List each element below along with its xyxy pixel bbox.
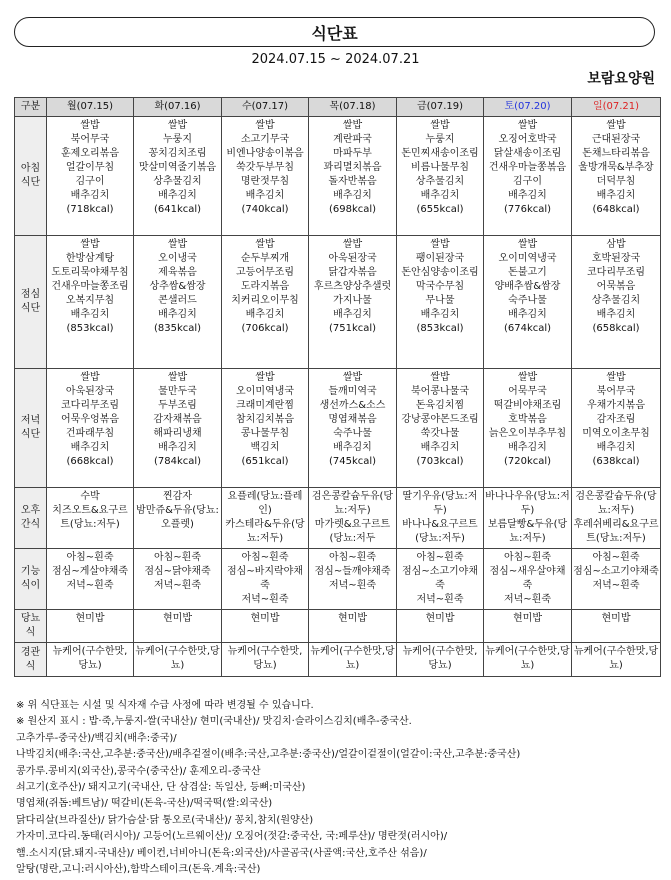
menu-item: 오이미역냉국 — [498, 253, 557, 264]
menu-item: 아욱된장국 — [65, 386, 115, 397]
row-lunch — [15, 236, 661, 369]
menu-item: 배추김치 — [158, 442, 197, 453]
menu-item: (853kcal) — [416, 323, 464, 334]
menu-item: 배추김치 — [420, 442, 460, 453]
menu-item: 현미밥 — [250, 613, 280, 624]
menu-item: 보름달빵&두유(당뇨:저두) — [487, 519, 568, 544]
menu-item: 들깨미역국 — [328, 386, 377, 397]
menu-item: 현미밥 — [513, 613, 542, 624]
menu-cell — [309, 643, 397, 677]
menu-item: 찐감자 — [163, 491, 192, 502]
menu-item: 마파두부 — [333, 148, 372, 159]
note-line: 햄.소시지(닭.돼지-국내산)/ 베이컨,너비아니(돈육:외국산)/사골곰국(사골액:국산,호주산 섞음)/ — [16, 847, 427, 859]
notes-section — [16, 698, 661, 878]
menu-item: 점심~게살야채죽 — [52, 566, 128, 577]
row-label-line: 저녁 — [20, 415, 41, 426]
note-line: 나박김치(배추:국산,고추분:중국산)/배추겉절이(배추:국산,고추분:중국산)/얼갈이겉절이(얼갈이:국산,고추분:중국산) — [16, 749, 521, 761]
menu-item: 뉴케어(구수한맛,당뇨) — [402, 646, 478, 671]
menu-item: 돈불고기 — [508, 267, 547, 278]
menu-item: 오이미역냉국 — [236, 386, 294, 397]
menu-item: 순두부찌개 — [240, 253, 290, 264]
menu-cell — [572, 236, 661, 369]
menu-item: 배추김치 — [245, 309, 285, 320]
menu-item: 현미밥 — [338, 613, 367, 624]
menu-item: 후레쉬베리&요구르트(당뇨:저두) — [573, 519, 659, 544]
menu-item: 저녁~흰죽 — [592, 580, 640, 591]
menu-item: 우채가지볶음 — [587, 400, 645, 411]
menu-item: 꽁치김치조림 — [148, 148, 207, 159]
menu-item: 백김치 — [250, 442, 280, 453]
menu-item: 점심~새우살야채죽 — [489, 566, 566, 591]
menu-item: 쌀밥 — [255, 120, 275, 131]
menu-cell — [134, 488, 222, 549]
menu-item: 카스테라&두유(당뇨:저두) — [225, 519, 305, 544]
menu-cell — [309, 610, 397, 643]
menu-item: 오복지무침 — [65, 295, 115, 306]
row-tube — [15, 643, 661, 677]
menu-cell — [309, 488, 397, 549]
menu-item: 쌀밥 — [255, 372, 275, 383]
menu-cell — [47, 117, 134, 236]
menu-item: 코다리무조림 — [587, 267, 645, 278]
menu-item: 누룽지 — [163, 134, 192, 145]
menu-cell — [484, 643, 572, 677]
menu-item: 배추김치 — [70, 309, 110, 320]
day-header: 일(07.21) — [572, 98, 661, 117]
menu-item: 쌀밥 — [517, 120, 538, 131]
menu-item: 코다리무조림 — [61, 400, 119, 411]
menu-item: 오징어호박국 — [498, 134, 557, 145]
menu-item: 감자채볶음 — [153, 414, 202, 425]
menu-item: 건새우마늘쫑조림 — [51, 281, 129, 292]
menu-item: 숙주나물 — [508, 295, 547, 306]
menu-item: 저녁~흰죽 — [66, 580, 114, 591]
menu-item: (740kcal) — [241, 204, 289, 215]
menu-item: 무나물 — [425, 295, 455, 306]
menu-item: 얼갈이무침 — [65, 162, 115, 173]
menu-item: 해파리냉채 — [153, 428, 202, 439]
menu-cell — [484, 236, 572, 369]
menu-item: 늙은오이부추무침 — [488, 428, 567, 439]
row-label-line: 식단 — [20, 177, 41, 188]
menu-item: 아침~흰죽 — [153, 552, 202, 563]
menu-item: 점심~소고기야채죽 — [402, 566, 478, 591]
menu-item: 저녁~흰죽 — [153, 580, 202, 591]
menu-item: 뉴케어(구수한맛,당뇨) — [310, 646, 395, 671]
menu-item: (638kcal) — [592, 456, 640, 467]
menu-item: 쌀밥 — [80, 120, 100, 131]
menu-cell — [222, 488, 309, 549]
menu-item: 비엔나양송이볶음 — [226, 148, 304, 159]
row-functional — [15, 549, 661, 610]
menu-item: 현미밥 — [75, 613, 105, 624]
menu-item: 치커리오이무침 — [231, 295, 299, 306]
menu-cell — [397, 643, 484, 677]
page-title: 식단표 — [311, 23, 358, 43]
menu-item: 배추김치 — [70, 442, 110, 453]
menu-cell — [397, 236, 484, 369]
menu-cell — [47, 643, 134, 677]
menu-item: 후르츠양상추샐럿 — [313, 281, 392, 292]
note-line: ※ 원산지 표시 : 밥·죽,누룽지-쌀(국내산)/ 현미(국내산)/ 맛김치·슬라이스김치(배추-중국산. — [16, 716, 412, 728]
row-label — [15, 369, 47, 488]
menu-item: 오이냉국 — [158, 253, 197, 264]
menu-item: 치즈오트&요구르트(당뇨:저두) — [52, 505, 128, 530]
menu-item: 점심~소고기야채죽 — [573, 566, 659, 577]
menu-item: 쌀밥 — [517, 239, 538, 250]
menu-item: 맛살미역줄기볶음 — [138, 162, 217, 173]
menu-item: 더덕무침 — [596, 176, 636, 187]
menu-item: 쌀밥 — [80, 239, 100, 250]
menu-item: (718kcal) — [66, 204, 114, 215]
menu-item: (668kcal) — [66, 456, 114, 467]
menu-item: 쌀밥 — [430, 239, 450, 250]
menu-item: 점심~닭야채죽 — [144, 566, 211, 577]
menu-item: 훈제오리볶음 — [61, 148, 119, 159]
menu-item: 쌀밥 — [167, 372, 188, 383]
menu-item: 명엽채볶음 — [328, 414, 377, 425]
menu-item: 돈민찌새송이조림 — [401, 148, 479, 159]
menu-cell — [484, 369, 572, 488]
menu-item: 뉴케어(구수한맛,당뇨) — [227, 646, 303, 671]
menu-item: (655kcal) — [416, 204, 464, 215]
menu-cell — [397, 488, 484, 549]
row-label-line: 간식 — [20, 519, 41, 530]
menu-cell — [397, 610, 484, 643]
menu-cell — [484, 488, 572, 549]
menu-item: 콘샐러드 — [158, 295, 197, 306]
menu-item: 고등어무조림 — [236, 267, 294, 278]
day-header: 화(07.16) — [134, 98, 222, 117]
menu-item: (784kcal) — [153, 456, 202, 467]
menu-item: 배추김치 — [420, 190, 460, 201]
menu-cell — [572, 610, 661, 643]
menu-item: 배추김치 — [158, 309, 197, 320]
note-line: 쇠고기(호주산)/ 돼지고기(국내산, 단 삼겹살: 독일산, 등뼈:미국산) — [16, 782, 306, 794]
menu-item: 물만두국 — [158, 386, 197, 397]
menu-item: 요플레(당뇨:플레인) — [227, 491, 303, 516]
menu-item: 쌀밥 — [80, 372, 100, 383]
menu-item: 북어무국 — [596, 386, 636, 397]
menu-cell — [572, 549, 661, 610]
menu-cell — [47, 488, 134, 549]
menu-cell — [134, 236, 222, 369]
menu-item: 배추김치 — [333, 190, 372, 201]
menu-item: 소고기무국 — [240, 134, 290, 145]
menu-item: 쌀밥 — [430, 120, 450, 131]
menu-item: (698kcal) — [328, 204, 377, 215]
menu-item: 계란파국 — [333, 134, 372, 145]
row-label-line: 아침 — [20, 163, 41, 174]
menu-item: 숙주나물 — [333, 428, 372, 439]
note-line: 콩가루.콩비지(외국산),콩국수(중국산)/ 훈제오리-중국산 — [16, 765, 261, 777]
row-label-line: 기능 — [20, 566, 41, 577]
menu-item: 바나나우유(당뇨:저두) — [485, 491, 570, 516]
menu-item: 도라지볶음 — [240, 281, 290, 292]
menu-item: 호박볶음 — [508, 414, 547, 425]
menu-item: 뉴케어(구수한맛,당뇨) — [135, 646, 220, 671]
day-header: 목(07.18) — [309, 98, 397, 117]
menu-cell — [572, 488, 661, 549]
menu-item: (776kcal) — [503, 204, 552, 215]
menu-item: 돌자반볶음 — [328, 176, 377, 187]
menu-cell — [47, 369, 134, 488]
menu-item: 배추김치 — [158, 190, 197, 201]
menu-item: 뉴케어(구수한맛,당뇨) — [485, 646, 570, 671]
row-label-line: 식 — [25, 627, 36, 638]
day-header: 금(07.19) — [397, 98, 484, 117]
menu-item: (674kcal) — [503, 323, 552, 334]
day-header: 수(07.17) — [222, 98, 309, 117]
menu-item: 쌀밥 — [342, 120, 363, 131]
corner-label: 구분 — [15, 98, 47, 117]
menu-cell — [572, 117, 661, 236]
menu-item: 검은콩칼슘두유(당뇨:저두) — [575, 491, 657, 516]
row-diabetic — [15, 610, 661, 643]
menu-item: 김구이 — [513, 176, 542, 187]
menu-item: 양배추쌈&쌈장 — [494, 281, 561, 292]
row-label — [15, 610, 47, 643]
menu-item: 미역오이초무침 — [582, 428, 650, 439]
menu-item: 점심~들깨야채죽 — [314, 566, 391, 577]
row-label-line: 식 — [25, 660, 36, 672]
menu-item: 아욱된장국 — [328, 253, 377, 264]
day-header: 월(07.15) — [47, 98, 134, 117]
menu-cell — [222, 117, 309, 236]
menu-cell — [222, 643, 309, 677]
menu-item: 생선까스&소스 — [319, 400, 386, 411]
menu-item: 강낭콩야몬드조림 — [401, 414, 479, 425]
menu-cell — [572, 369, 661, 488]
menu-item: 제육볶음 — [158, 267, 197, 278]
menu-item: 검은콩칼슘두유(당뇨:저두) — [311, 491, 394, 516]
menu-item: 막국수무침 — [415, 281, 465, 292]
menu-item: 누룽지 — [425, 134, 455, 145]
menu-item: 상추물김치 — [591, 295, 641, 306]
menu-item: 명란젓무침 — [240, 176, 290, 187]
day-header: 토(07.20) — [484, 98, 572, 117]
menu-item: 삼밥 — [606, 239, 626, 250]
menu-cell — [397, 369, 484, 488]
menu-cell — [134, 643, 222, 677]
menu-cell — [484, 117, 572, 236]
menu-item: 쌀밥 — [606, 372, 626, 383]
menu-item: 돈채느타리볶음 — [582, 148, 650, 159]
menu-item: 상추쌈&쌈장 — [149, 281, 206, 292]
menu-cell — [134, 549, 222, 610]
menu-item: 뉴케어(구수한맛,당뇨) — [52, 646, 128, 671]
menu-item: 아침~흰죽 — [66, 552, 114, 563]
menu-cell — [572, 643, 661, 677]
menu-item: 쌀밥 — [342, 239, 363, 250]
menu-item: 북어콩나물국 — [411, 386, 469, 397]
menu-item: 저녁~흰죽 — [328, 580, 377, 591]
menu-cell — [309, 549, 397, 610]
menu-cell — [309, 236, 397, 369]
menu-item: 아침~흰죽 — [416, 552, 464, 563]
menu-item: 아침~흰죽 — [503, 552, 552, 563]
menu-item: 배추김치 — [245, 190, 285, 201]
menu-item: 콩나물무침 — [240, 428, 290, 439]
menu-item: 배추김치 — [420, 309, 460, 320]
menu-item: 북어무국 — [70, 134, 110, 145]
note-line: 명엽채(쥐돔:베트남)/ 떡갈비(돈육-국산)/떡국떡(쌀:외국산) — [16, 798, 273, 810]
row-label-line: 식이 — [20, 580, 41, 591]
menu-item: 현미밥 — [601, 613, 631, 624]
menu-item: (651kcal) — [241, 456, 289, 467]
menu-item: 근대된장국 — [591, 134, 641, 145]
menu-cell — [222, 236, 309, 369]
menu-item: 아침~흰죽 — [592, 552, 640, 563]
menu-item: 김구이 — [75, 176, 105, 187]
menu-item: 쌀밥 — [606, 120, 626, 131]
menu-item: 상추물김치 — [153, 176, 202, 187]
menu-item: 두부조림 — [158, 400, 197, 411]
menu-item: 쌀밥 — [342, 372, 363, 383]
row-label-line: 오후 — [20, 505, 41, 516]
menu-cell — [397, 549, 484, 610]
menu-item: 닭갑자볶음 — [328, 267, 377, 278]
menu-item: 배추김치 — [508, 442, 547, 453]
menu-item: 점심~바지락야채죽 — [227, 566, 303, 591]
menu-cell — [134, 610, 222, 643]
menu-item: 수박 — [80, 491, 100, 502]
menu-item: 배추김치 — [333, 309, 372, 320]
menu-item: 어묵우엉볶음 — [61, 414, 119, 425]
menu-item: (706kcal) — [241, 323, 289, 334]
menu-item: 쌀밥 — [517, 372, 538, 383]
menu-item: 쌀밥 — [255, 239, 275, 250]
menu-item: 아침~흰죽 — [241, 552, 289, 563]
row-label — [15, 236, 47, 369]
menu-cell — [397, 117, 484, 236]
note-line: 고추가루-중국산)/백김치(배추:중국)/ — [16, 732, 177, 744]
menu-item: (641kcal) — [153, 204, 202, 215]
menu-cell — [484, 549, 572, 610]
menu-cell — [47, 549, 134, 610]
menu-item: 배추김치 — [596, 442, 636, 453]
note-line: 가자미.코다리.동태(러시아)/ 고등어(노르웨이산)/ 오징어(젓갈:중국산, 국:페루산)/ 명란젓(러시아)/ — [16, 831, 448, 843]
menu-item: 꽈리멸치볶음 — [323, 162, 382, 173]
row-label-line: 경관 — [20, 646, 41, 658]
note-line: 알탕(명란,고니:러시아산),함박스테이크(돈육.계육:국산) — [16, 864, 261, 876]
menu-cell — [222, 549, 309, 610]
menu-item: 배추김치 — [596, 309, 636, 320]
menu-item: 쑥갓두부무침 — [236, 162, 294, 173]
menu-item: 팽이된장국 — [415, 253, 465, 264]
menu-item: 울방개묵&부추장 — [578, 162, 654, 173]
menu-cell — [134, 369, 222, 488]
menu-item: 돈안심양송이조림 — [401, 267, 479, 278]
menu-item: 배추김치 — [70, 190, 110, 201]
menu-item: (720kcal) — [503, 456, 552, 467]
note-line: ※ 위 식단표는 시설 및 식자재 수급 사정에 따라 변경될 수 있습니다. — [16, 700, 314, 711]
menu-item: 건파래무침 — [65, 428, 115, 439]
menu-item: 저녁~흰죽 — [241, 594, 289, 605]
menu-item: (703kcal) — [416, 456, 464, 467]
menu-item: (745kcal) — [328, 456, 377, 467]
menu-item: 현미밥 — [163, 613, 192, 624]
organization-name: 보람요양원 — [587, 71, 655, 87]
menu-item: 감자조림 — [596, 414, 636, 425]
menu-cell — [484, 610, 572, 643]
row-label — [15, 549, 47, 610]
menu-item: 어묵볶음 — [596, 281, 636, 292]
menu-item: 상추물김치 — [415, 176, 465, 187]
menu-item: 어묵무국 — [508, 386, 547, 397]
menu-item: 딸기우유(당뇨:저두) — [402, 491, 478, 516]
menu-item: 저녁~흰죽 — [503, 594, 552, 605]
menu-cell — [309, 369, 397, 488]
row-breakfast — [15, 117, 661, 236]
menu-item: (648kcal) — [592, 204, 640, 215]
menu-cell — [309, 117, 397, 236]
menu-item: 현미밥 — [425, 613, 455, 624]
menu-item: 참치김치볶음 — [236, 414, 294, 425]
menu-item: 비름나물무침 — [411, 162, 469, 173]
menu-item: 뉴케어(구수한맛,당뇨) — [573, 646, 659, 671]
menu-item: 건새우마늘쫑볶음 — [488, 162, 567, 173]
row-label-line: 식단 — [20, 429, 41, 440]
menu-item: 호박된장국 — [591, 253, 641, 264]
menu-item: 배추김치 — [508, 309, 547, 320]
row-label — [15, 117, 47, 236]
menu-item: 가지나물 — [333, 295, 372, 306]
menu-item: (658kcal) — [592, 323, 640, 334]
menu-item: (853kcal) — [66, 323, 114, 334]
menu-item: 한방삼계탕 — [65, 253, 115, 264]
menu-item: (835kcal) — [153, 323, 202, 334]
menu-item: 쌀밥 — [167, 120, 188, 131]
menu-item: (751kcal) — [328, 323, 377, 334]
menu-item: 닭살새송이조림 — [493, 148, 562, 159]
header-row — [15, 98, 661, 117]
menu-item: 떡갈비야채조림 — [493, 400, 562, 411]
menu-item: 바나나&요구르트(당뇨:저두) — [402, 519, 478, 544]
menu-item: 쌀밥 — [430, 372, 450, 383]
menu-item: 크래미계란찜 — [236, 400, 294, 411]
menu-item: 밤만쥬&두유(당뇨:오플렛) — [136, 505, 219, 530]
row-label-line: 당뇨 — [20, 613, 41, 624]
menu-item: 돈육김치찜 — [415, 400, 465, 411]
row-label — [15, 488, 47, 549]
page-title-box — [14, 17, 655, 47]
date-range: 2024.07.15 ~ 2024.07.21 — [251, 52, 420, 67]
row-label-line: 점심 — [20, 289, 41, 300]
menu-table — [14, 97, 661, 677]
menu-item: 도토리묵야채무침 — [51, 267, 129, 278]
menu-item: 배추김치 — [596, 190, 636, 201]
note-line: 닭다리살(브라질산)/ 닭가슴살·닭 통오로(국내산)/ 꽁치,참치(원양산) — [16, 814, 314, 826]
menu-item: 마가렛&요구르트(당뇨:저두 — [314, 519, 391, 544]
menu-cell — [47, 236, 134, 369]
menu-item: 저녁~흰죽 — [416, 594, 464, 605]
row-label — [15, 643, 47, 677]
menu-cell — [222, 369, 309, 488]
menu-item: 배추김치 — [333, 442, 372, 453]
menu-item: 아침~흰죽 — [328, 552, 377, 563]
menu-item: 쌀밥 — [167, 239, 188, 250]
menu-cell — [134, 117, 222, 236]
menu-cell — [222, 610, 309, 643]
menu-item: 배추김치 — [508, 190, 547, 201]
row-label-line: 식단 — [20, 303, 41, 314]
menu-item: 쑥갓나물 — [420, 428, 460, 439]
row-snack — [15, 488, 661, 549]
menu-cell — [47, 610, 134, 643]
row-dinner — [15, 369, 661, 488]
